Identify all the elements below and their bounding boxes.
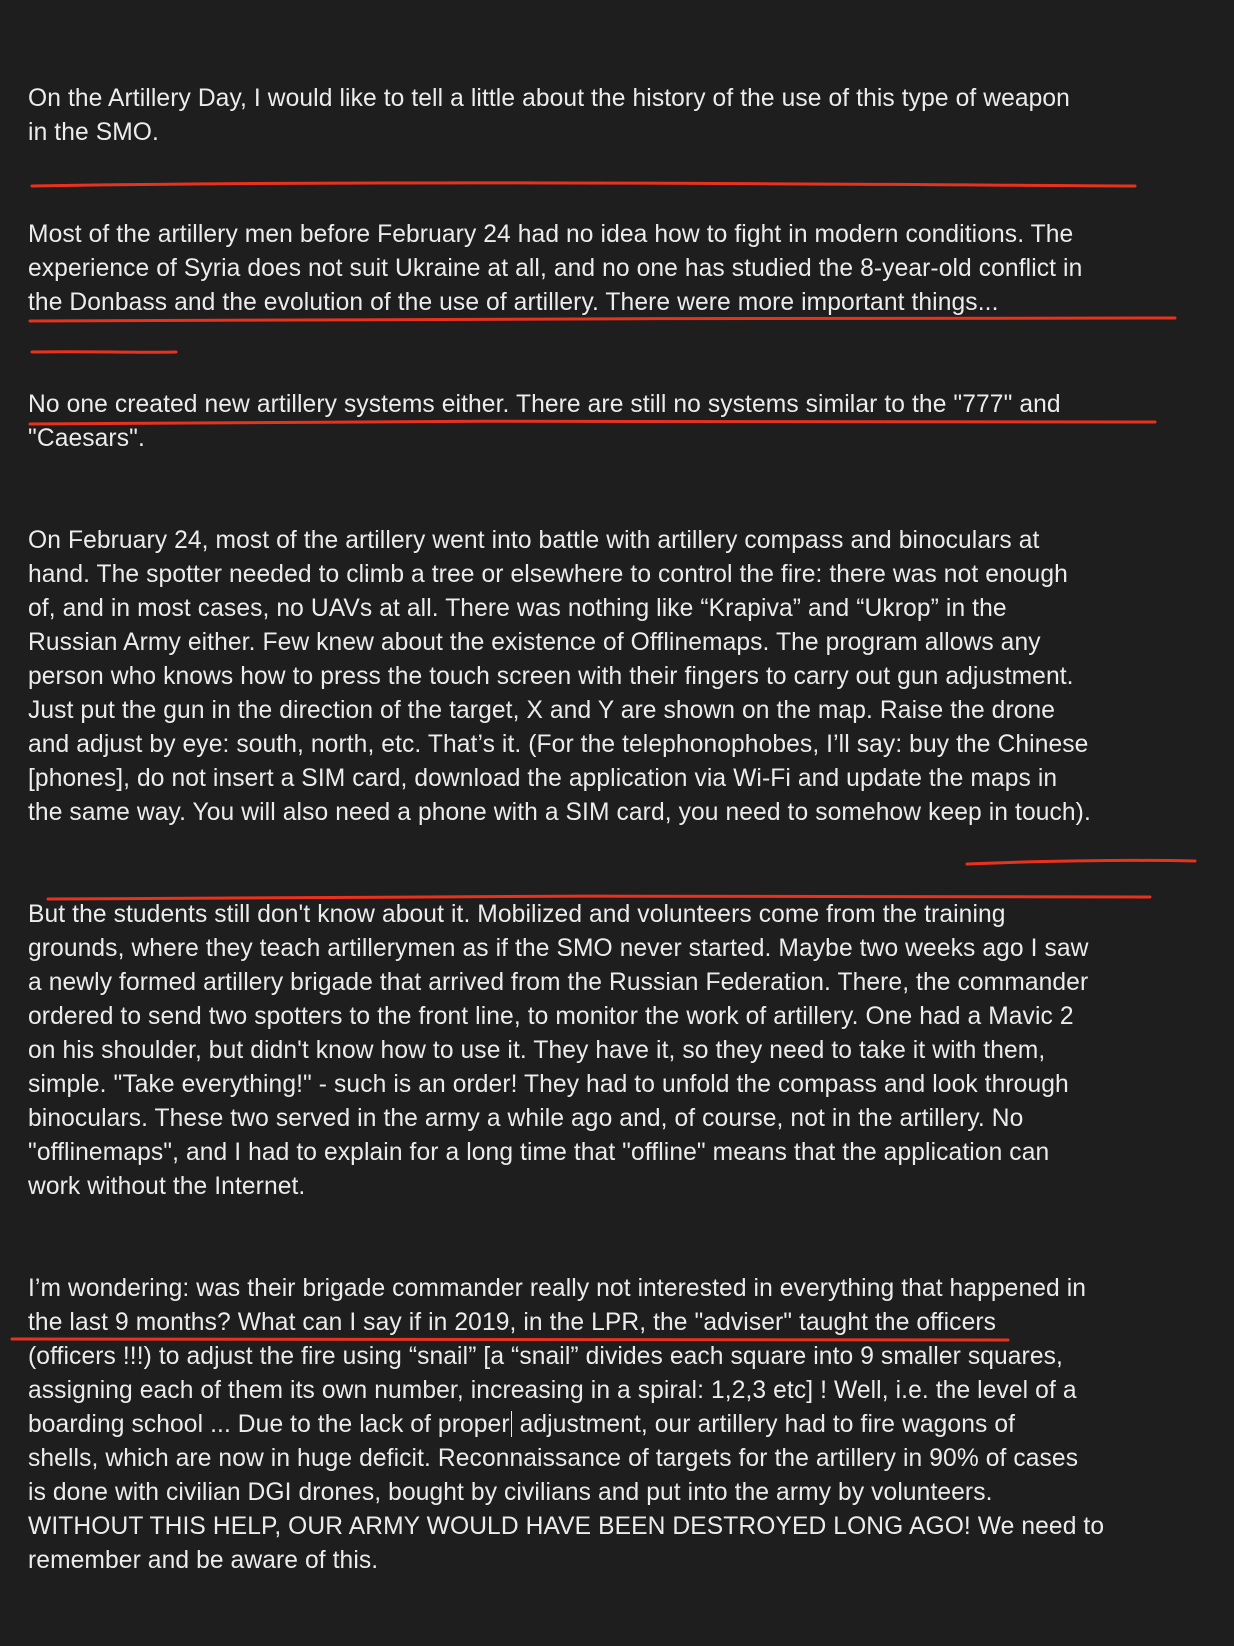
paragraph-students: But the students still don't know about it. Mobilized and volunteers come from the training grounds, where they teach artillerymen as if the SMO never started. Maybe two weeks ago I saw a newly formed artillery brigade that arrived from the Russian Federation. There, the commander ordered to send two spotters to the front line, to monitor the work of artillery. One had a Mavic 2 on his shoulder, but didn't know how to use it. They have it, so they need to take it with them, simple. "Take everything!" - such is an order! They had to unfold the compass and look through binoculars. These two served in the army a while ago and, of course, not in the artillery. No "offlinemaps", and I had to explain for a long time that "offline" means that the application can work without the Internet. xyxy=(28,901,1089,1200)
paragraph-artillery-men: Most of the artillery men before February 24 had no idea how to fight in modern conditions. The experience of Syria does not suit Ukraine at all, and no one has studied the 8-year-old conflict in the Donbass and the evolution of the use of artillery. There were more important things... xyxy=(28,221,1083,316)
paragraph-brigade-commander xyxy=(28,1272,1214,1578)
text-cursor xyxy=(511,1411,512,1437)
paragraph-february-24: On February 24, most of the artillery went into battle with artillery compass and binoculars at hand. The spotter needed to climb a tree or elsewhere to control the fire: there was not enough of, and in most cases, no UAVs at all. There was nothing like “Krapiva” and “Ukrop” in the Russian Army either. Few knew about the existence of Offlinemaps. The program allows any person who knows how to press the touch screen with their fingers to carry out gun adjustment. Just put the gun in the direction of the target, X and Y are shown on the map. Raise the drone and adjust by eye: south, north, etc. That’s it. (For the telephonophobes, I’ll say: buy the Chinese [phones], do not insert a SIM card, download the application via Wi-Fi and update the maps in the same way. You will also need a phone with a SIM card, you need to somehow keep in touch). xyxy=(28,527,1091,826)
paragraph-intro: On the Artillery Day, I would like to tell a little about the history of the use of this type of weapon in the SMO. xyxy=(28,85,1070,146)
paragraph-text-after-cursor: adjustment, our artillery had to fire wagons of shells, which are now in huge deficit. Reconnaissance of targets for the artillery in 90% of cases is done with civilian DGI drones, bought by civilians and put into the army by volunteers. WITHOUT THIS HELP, OUR ARMY WOULD HAVE BEEN DESTROYED LONG AGO! We need to remember and be aware of this. xyxy=(28,1411,1105,1574)
paragraph-text-before-cursor: I’m wondering: was their brigade commander really not interested in everything that happened in the last 9 months? What can I say if in 2019, in the LPR, the "adviser" taught the officers (officers !!!) to adjust the fire using “snail” [a “snail” divides each square into 9 smaller squares, assigning each of them its own number, increasing in a spiral: 1,2,3 etc] ! Well, i.e. the level of a boarding school ... Due to the lack of proper xyxy=(28,1275,1087,1438)
document-text-area[interactable] xyxy=(28,48,1214,1646)
paragraph-artillery-systems: No one created new artillery systems either. There are still no systems similar to the "777" and "Caesars". xyxy=(28,391,1061,452)
